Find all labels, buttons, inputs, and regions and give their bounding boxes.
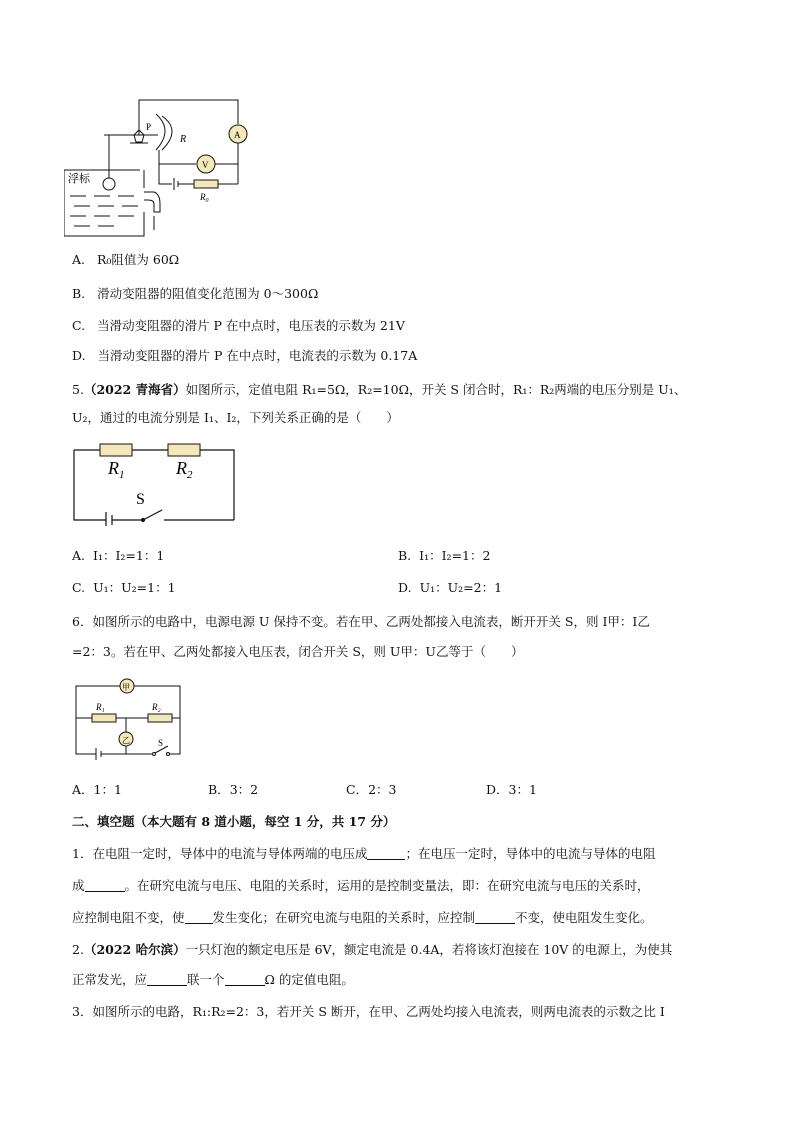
r2-label: $R_2$ [176, 458, 193, 481]
text: 1．在电阻一定时，导体中的电流与导体两端的电压成 [72, 846, 368, 861]
text: ；在电压一定时，导体中的电流与导体的电阻 [405, 846, 656, 861]
q6-option-c[interactable] [346, 782, 396, 798]
slider-p-label: P [146, 122, 152, 132]
option-text: R₀阻值为 60Ω [97, 252, 180, 267]
option-key: D. [72, 348, 86, 363]
switch-s-label: S [136, 491, 145, 508]
fill1-line3 [72, 910, 653, 926]
meter-jia-label: 甲 [122, 683, 130, 692]
question-source: （2022 青海省） [83, 382, 186, 397]
voltmeter-symbol: V [202, 160, 209, 170]
series-circuit-figure [72, 440, 238, 526]
text: 正常发光，应 [72, 972, 148, 987]
option-text: I₁：I₂=1：2 [419, 548, 491, 563]
answer-blank[interactable] [85, 879, 125, 892]
question-text: 如图所示，定值电阻 R₁=5Ω，R₂=10Ω，开关 S 闭合时，R₁：R₂两端的电压分别是 U₁、 [185, 382, 687, 397]
text: 不变，使电阻发生变化。 [515, 910, 653, 925]
ammeter-symbol: A [234, 130, 241, 140]
option-key: C. [72, 580, 86, 595]
option-text: 当滑动变阻器的滑片 P 在中点时，电流表的示数为 0.17A [97, 348, 418, 363]
answer-blank[interactable] [367, 847, 405, 860]
text: 。在研究电流与电压、电阻的关系时，运用的是控制变量法，即：在研究电流与电压的关系时， [124, 878, 650, 893]
q6-option-a[interactable] [72, 782, 122, 798]
r1-label: R₁ [96, 702, 105, 712]
q5-stem-line2: U₂，通过的电流分别是 I₁、I₂，下列关系正确的是（ ） [72, 410, 399, 425]
r0-label: $R_0$ [200, 192, 209, 204]
option-key: C. [72, 318, 86, 333]
text: 联一个 [187, 972, 225, 987]
option-key: A. [72, 548, 86, 563]
option-text: 1：1 [93, 782, 122, 797]
option-key: C． [346, 782, 369, 797]
option-key: B. [72, 286, 86, 301]
text: 应控制电阻不变，使 [72, 910, 185, 925]
option-key: D. [398, 580, 412, 595]
q4-option-c[interactable] [72, 318, 405, 334]
option-text: U₁：U₂=2：1 [419, 580, 503, 595]
question-number: 2. [72, 942, 84, 957]
q4-option-d[interactable] [72, 348, 417, 364]
float-gauge-circuit-figure [64, 92, 254, 244]
q5-option-c[interactable] [72, 580, 176, 596]
option-key: A. [72, 252, 86, 267]
q5-stem-line1 [72, 382, 686, 398]
option-key: A． [72, 782, 94, 797]
answer-blank[interactable] [147, 973, 187, 986]
section-heading: 二、填空题（本大题有 8 道小题，每空 1 分，共 17 分） [72, 814, 396, 829]
option-text: I₁：I₂=1：1 [93, 548, 165, 563]
question-number: 5. [72, 382, 84, 397]
option-key: D． [486, 782, 509, 797]
q4-option-b[interactable] [72, 286, 318, 302]
q6-option-d[interactable] [486, 782, 537, 798]
q6-option-b[interactable] [208, 782, 258, 798]
fill3-line1: 3．如图所示的电路，R₁:R₂=2：3，若开关 S 断开，在甲、乙两处均接入电流表，则两电流表的示数之比 I [72, 1004, 665, 1019]
question-text: 一只灯泡的额定电压是 6V，额定电流是 0.4A，若将该灯泡接在 10V 的电源上，为使其 [185, 942, 673, 957]
option-text: 2：3 [368, 782, 397, 797]
q5-option-a[interactable] [72, 548, 164, 564]
option-key: B. [398, 548, 412, 563]
fill1-line2 [72, 878, 650, 894]
option-text: 当滑动变阻器的滑片 P 在中点时，电压表的示数为 21V [97, 318, 405, 333]
answer-blank[interactable] [185, 911, 213, 924]
r2-label: R₂ [152, 702, 161, 712]
option-text: 3：2 [229, 782, 259, 797]
question-source: （2022 哈尔滨） [83, 942, 186, 957]
option-text: 滑动变阻器的阻值变化范围为 0～300Ω [97, 286, 319, 301]
float-label: 浮标 [68, 173, 90, 185]
meter-circuit-figure [72, 676, 184, 760]
q6-stem-line2: =2：3。若在甲、乙两处都接入电压表，闭合开关 S，则 U甲：U乙等于（ ） [72, 644, 524, 659]
text: Ω 的定值电阻。 [264, 972, 354, 987]
option-text: U₁：U₂=1：1 [93, 580, 176, 595]
text: 成 [72, 878, 85, 893]
fill2-line1 [72, 942, 672, 958]
fill1-line1 [72, 846, 655, 862]
answer-blank[interactable] [475, 911, 515, 924]
option-key: B． [208, 782, 230, 797]
q6-stem-line1: 6．如图所示的电路中，电源电源 U 保持不变。若在甲、乙两处都接入电流表，断开开关 S，则 I甲：I乙 [72, 614, 650, 629]
q5-option-b[interactable] [398, 548, 490, 564]
fill2-line2 [72, 972, 354, 988]
switch-s-label: S [158, 738, 164, 748]
resistor-r-label: R [180, 134, 187, 145]
meter-yi-label: 乙 [122, 736, 130, 745]
answer-blank[interactable] [225, 973, 265, 986]
option-text: 3：1 [508, 782, 537, 797]
q5-option-d[interactable] [398, 580, 502, 596]
r1-label: $R_1$ [108, 458, 125, 481]
q4-option-a[interactable] [72, 252, 179, 268]
text: 发生变化；在研究电流与电阻的关系时，应控制 [212, 910, 476, 925]
